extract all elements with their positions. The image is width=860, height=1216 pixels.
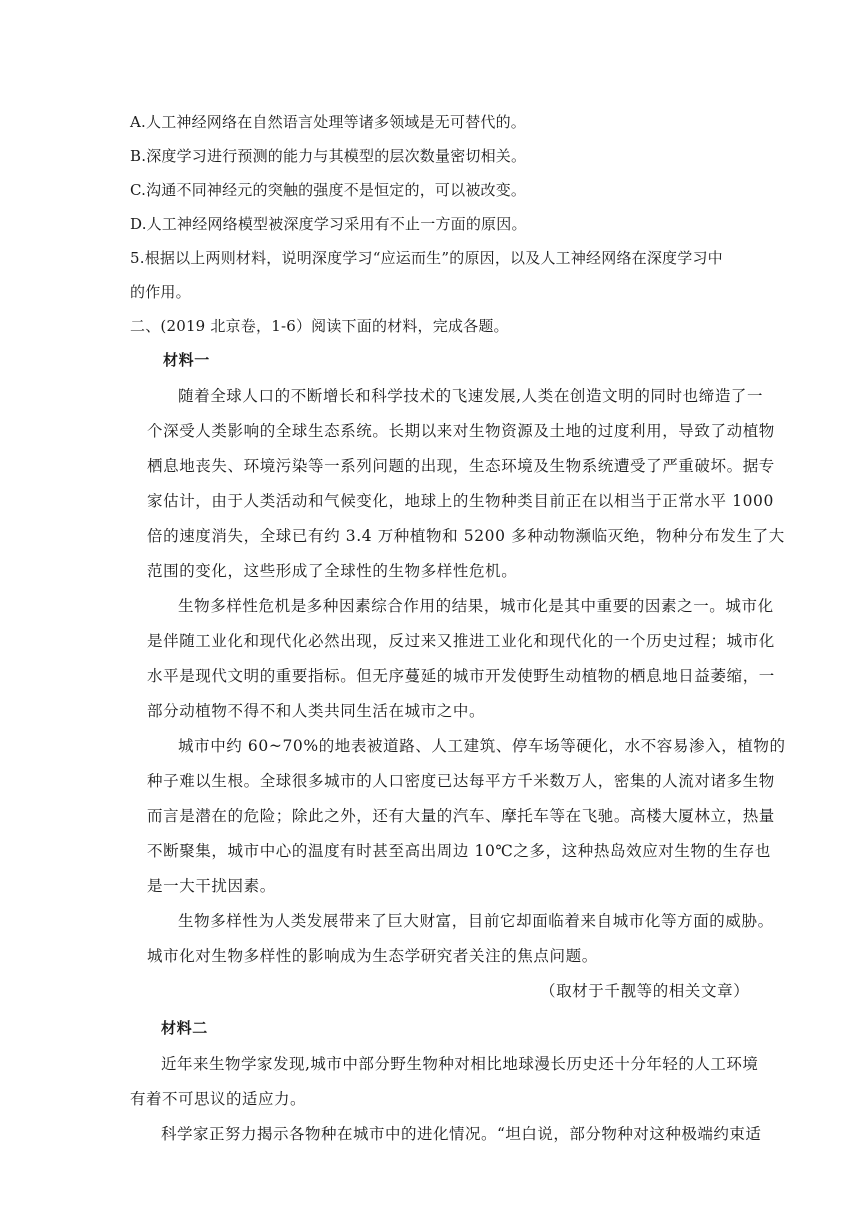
material-1-heading: 材料一 [163, 351, 210, 369]
material-1-line: 生物多样性危机是多种因素综合作用的结果，城市化是其中重要的因素之一。城市化 [178, 597, 774, 615]
material-2-line: 近年来生物学家发现,城市中部分野生物种对相比地球漫长历史还十分年轻的人工环境 [161, 1055, 759, 1073]
material-1-line: 种子难以生根。全球很多城市的人口密度已达每平方千米数万人，密集的人流对诸多生物 [147, 772, 775, 790]
material-1-line: 栖息地丧失、环境污染等一系列问题的出现，生态环境及生物系统遭受了严重破坏。据专 [147, 457, 775, 475]
material-1-line: 而言是潜在的危险；除此之外，还有大量的汽车、摩托车等在飞驰。高楼大厦林立，热量 [147, 807, 775, 825]
option-d: D.人工神经网络模型被深度学习采用有不止一方面的原因。 [130, 215, 527, 233]
material-1-line: 水平是现代文明的重要指标。但无序蔓延的城市开发使野生动植物的栖息地日益萎缩，一 [147, 667, 775, 685]
material-1-line: 随着全球人口的不断增长和科学技术的飞速发展,人类在创造文明的同时也缔造了一 [178, 387, 764, 405]
material-1-line: 是一大干扰因素。 [147, 877, 276, 895]
question-5-line-2: 的作用。 [130, 283, 191, 301]
option-b: B.深度学习进行预测的能力与其模型的层次数量密切相关。 [130, 147, 527, 165]
question-5-line-1: 5.根据以上两则材料，说明深度学习“应运而生”的原因，以及人工神经网络在深度学习中 [130, 249, 723, 267]
material-2-line: 科学家正努力揭示各物种在城市中的进化情况。“坦白说，部分物种对这种极端约束适 [161, 1125, 762, 1143]
material-1-line: 城市化对生物多样性的影响成为生态学研究者关注的焦点问题。 [147, 947, 598, 965]
material-1-line: 生物多样性为人类发展带来了巨大财富，目前它却面临着来自城市化等方面的威胁。 [178, 912, 774, 930]
material-2-heading: 材料二 [161, 1019, 208, 1037]
option-c: C.沟通不同神经元的突触的强度不是恒定的，可以被改变。 [130, 181, 527, 199]
option-a: A.人工神经网络在自然语言处理等诸多领域是无可替代的。 [130, 113, 527, 131]
material-1-line: 不断聚集，城市中心的温度有时甚至高出周边 10℃之多，这种热岛效应对生物的生存也 [147, 842, 771, 860]
material-2-line: 有着不可思议的适应力。 [130, 1090, 307, 1108]
material-1-line: 城市中约 60~70%的地表被道路、人工建筑、停车场等硬化，水不容易渗入，植物的 [178, 737, 786, 755]
material-1-line: 范围的变化，这些形成了全球性的生物多样性危机。 [147, 562, 518, 580]
material-1-line: 是伴随工业化和现代化必然出现，反过来又推进工业化和现代化的一个历史过程；城市化 [147, 632, 775, 650]
material-1-line: 个深受人类影响的全球生态系统。长期以来对生物资源及土地的过度利用，导致了动植物 [147, 422, 775, 440]
material-1-source: （取材于千靓等的相关文章） [540, 982, 750, 1000]
material-1-line: 家估计，由于人类活动和气候变化，地球上的生物种类目前正在以相当于正常水平 1000 [147, 492, 774, 510]
material-1-line: 倍的速度消失，全球已有约 3.4 万种植物和 5200 多种动物濒临灭绝，物种分布发生了大 [147, 527, 785, 545]
material-1-line: 部分动植物不得不和人类共同生活在城市之中。 [147, 702, 486, 720]
section-2-title: 二、(2019 北京卷，1-6）阅读下面的材料，完成各题。 [130, 317, 509, 335]
